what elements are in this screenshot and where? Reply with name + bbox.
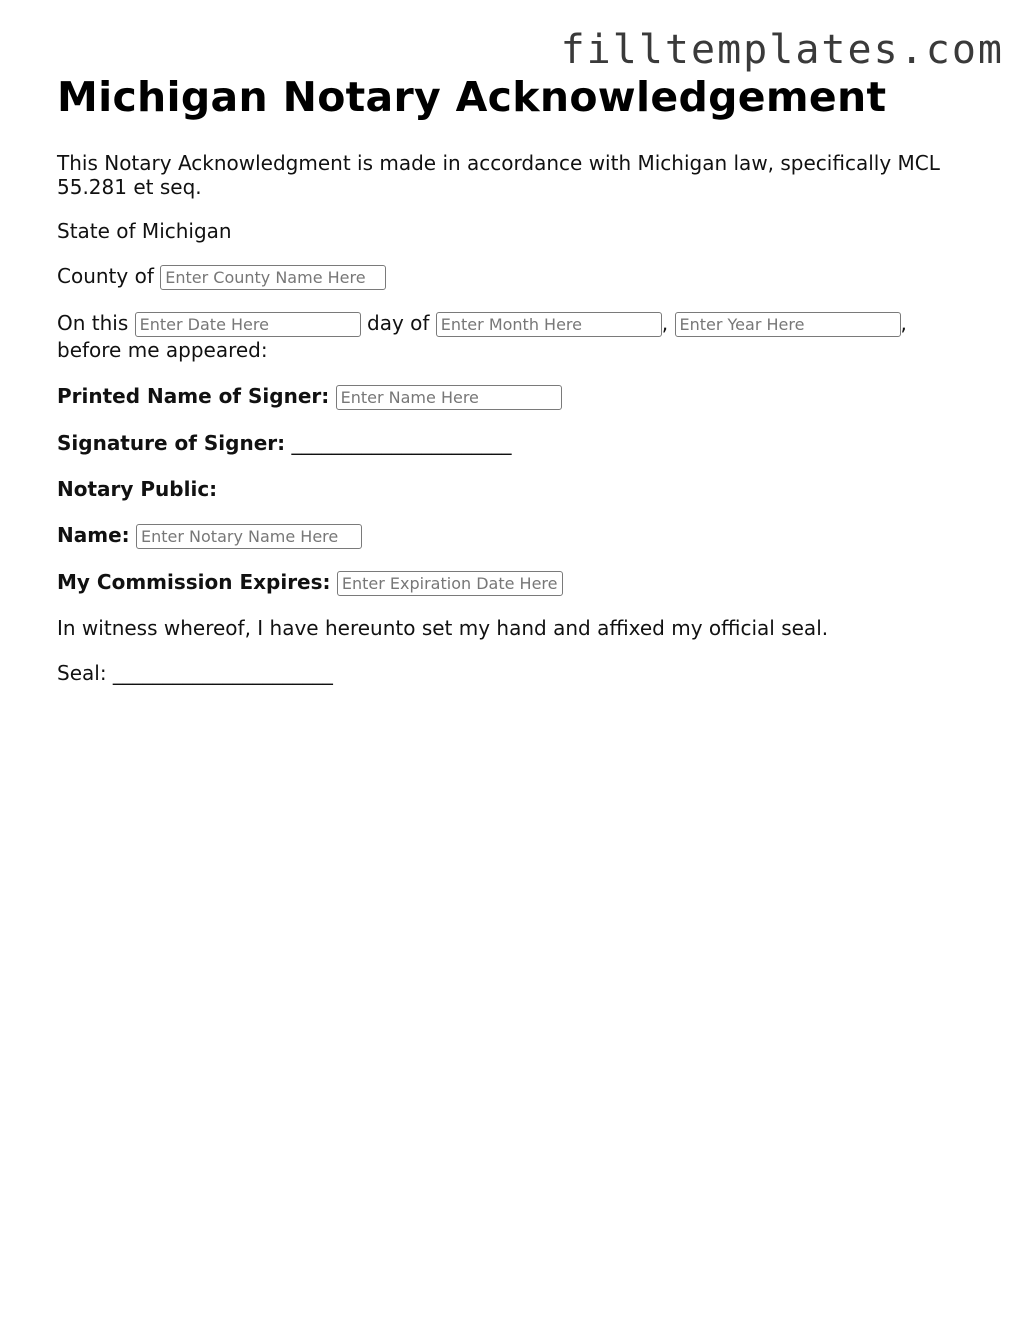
on-this-label: On this: [57, 311, 129, 336]
trailing-comma: ,: [900, 311, 907, 336]
county-input[interactable]: [160, 265, 386, 290]
watermark-logo: filltemplates.com: [560, 27, 1004, 73]
appearance-row: [57, 310, 987, 363]
document-page: [57, 74, 987, 706]
signature-label: Signature of Signer:: [57, 431, 286, 456]
page-title: Michigan Notary Acknowledgement: [57, 73, 887, 121]
day-of-label: day of: [367, 311, 430, 336]
commission-expiration-input[interactable]: [337, 571, 563, 596]
month-input[interactable]: [436, 312, 662, 337]
comma-separator: ,: [661, 311, 669, 336]
before-me-text: before me appeared:: [57, 338, 268, 363]
intro-paragraph: This Notary Acknowledgment is made in accordance with Michigan law, specifically MCL 55.281 et seq.: [57, 151, 940, 200]
signature-row: [57, 430, 987, 456]
commission-label: My Commission Expires:: [57, 570, 331, 595]
witness-statement: In witness whereof, I have hereunto set my hand and affixed my official seal.: [57, 616, 829, 641]
seal-label: Seal:: [57, 661, 107, 686]
seal-row: [57, 660, 987, 686]
county-label: County of: [57, 264, 154, 289]
signature-line: ______________________: [291, 431, 512, 456]
printed-name-input[interactable]: [336, 385, 562, 410]
notary-heading-row: [57, 476, 987, 502]
seal-line: ______________________: [112, 661, 333, 686]
county-row: [57, 263, 987, 290]
printed-name-label: Printed Name of Signer:: [57, 384, 330, 409]
commission-row: [57, 569, 987, 596]
notary-name-input[interactable]: [136, 524, 362, 549]
printed-name-row: [57, 383, 987, 410]
notary-name-row: [57, 522, 987, 549]
year-input[interactable]: [675, 312, 901, 337]
notary-name-label: Name:: [57, 523, 130, 548]
notary-heading: Notary Public:: [57, 477, 218, 502]
state-line: State of Michigan: [57, 219, 232, 244]
date-input[interactable]: [135, 312, 361, 337]
